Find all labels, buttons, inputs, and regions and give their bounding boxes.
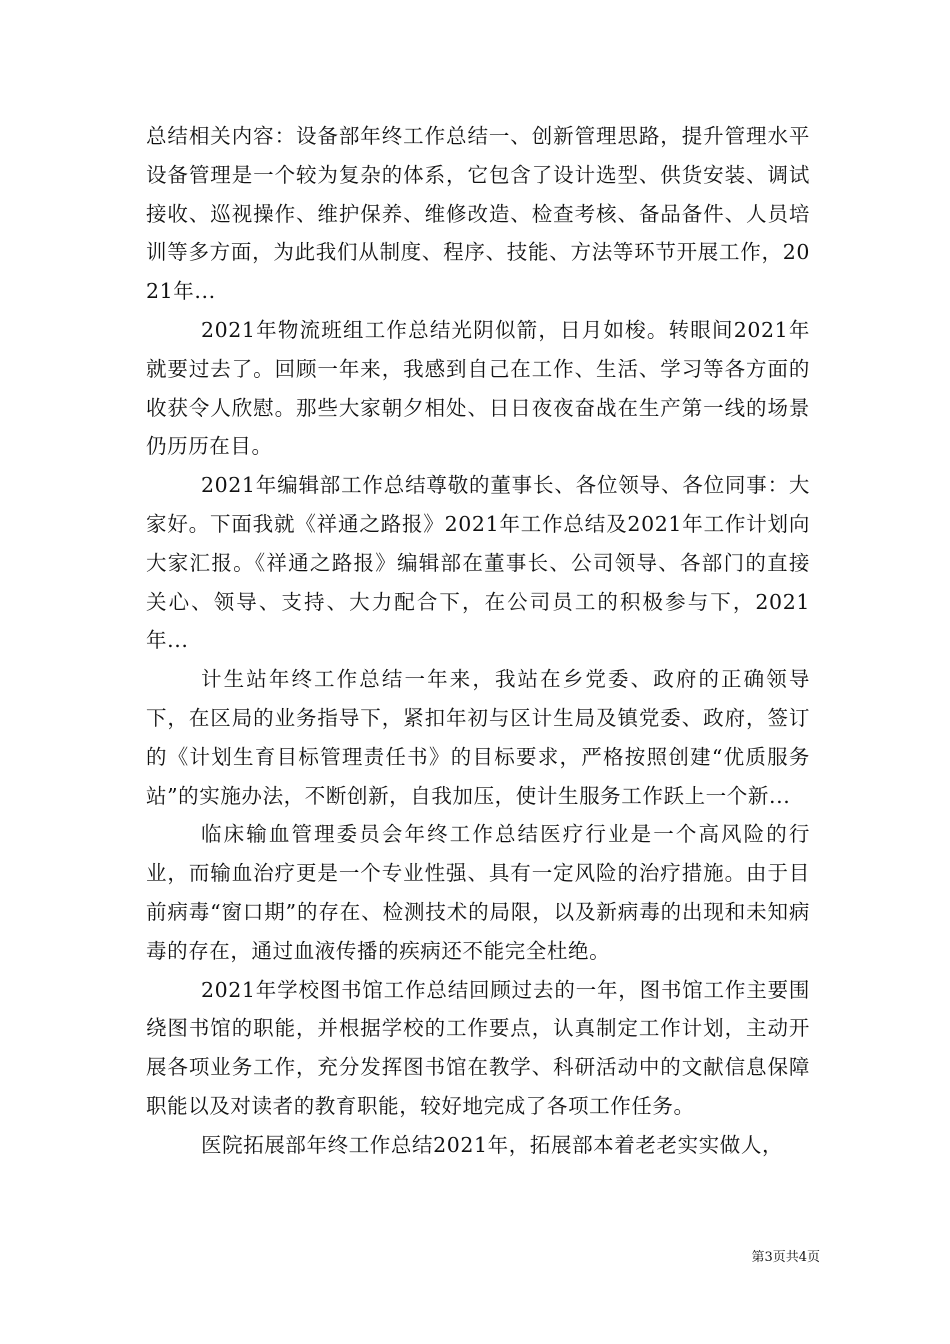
paragraph-4: 计生站年终工作总结一年来，我站在乡党委、政府的正确领导下，在区局的业务指导下，紧扣年初与区计生局及镇党委、政府，签订的《计划生育目标管理责任书》的目标要求，严格按照创建“优质服务站”的实施办法，不断创新，自我加压，使计生服务工作跃上一个新... [146, 667, 810, 808]
paragraph-3: 2021年编辑部工作总结尊敬的董事长、各位领导、各位同事：大家好。下面我就《祥通之路报》2021年工作总结及2021年工作计划向大家汇报。《祥通之路报》编辑部在董事长、公司领导、各部门的直接关心、领导、支持、大力配合下，在公司员工的积极参与下，2021年... [146, 473, 810, 653]
paragraph-7: 医院拓展部年终工作总结2021年，拓展部本着老老实实做人， [201, 1132, 784, 1157]
page-number-footer: 第3页共4页 [751, 1250, 820, 1265]
document-body [146, 117, 810, 1165]
paragraph-1: 总结相关内容：设备部年终工作总结一、创新管理思路，提升管理水平设备管理是一个较为复杂的体系，它包含了设计选型、供货安装、调试接收、巡视操作、维护保养、维修改造、检查考核、备品备件、人员培训等多方面，为此我们从制度、程序、技能、方法等环节开展工作，2021年... [146, 124, 810, 304]
paragraph-6: 2021年学校图书馆工作总结回顾过去的一年，图书馆工作主要围绕图书馆的职能，并根据学校的工作要点，认真制定工作计划，主动开展各项业务工作，充分发挥图书馆在教学、科研活动中的文献信息保障职能以及对读者的教育职能，较好地完成了各项工作任务。 [146, 977, 810, 1118]
paragraph-5: 临床输血管理委员会年终工作总结医疗行业是一个高风险的行业，而输血治疗更是一个专业性强、具有一定风险的治疗措施。由于目前病毒“窗口期”的存在、检测技术的局限，以及新病毒的出现和未知病毒的存在，通过血液传播的疾病还不能完全杜绝。 [146, 822, 810, 963]
paragraph-2: 2021年物流班组工作总结光阴似箭，日月如梭。转眼间2021年就要过去了。回顾一年来，我感到自己在工作、生活、学习等各方面的收获令人欣慰。那些大家朝夕相处、日日夜夜奋战在生产第一线的场景仍历历在目。 [146, 317, 810, 459]
